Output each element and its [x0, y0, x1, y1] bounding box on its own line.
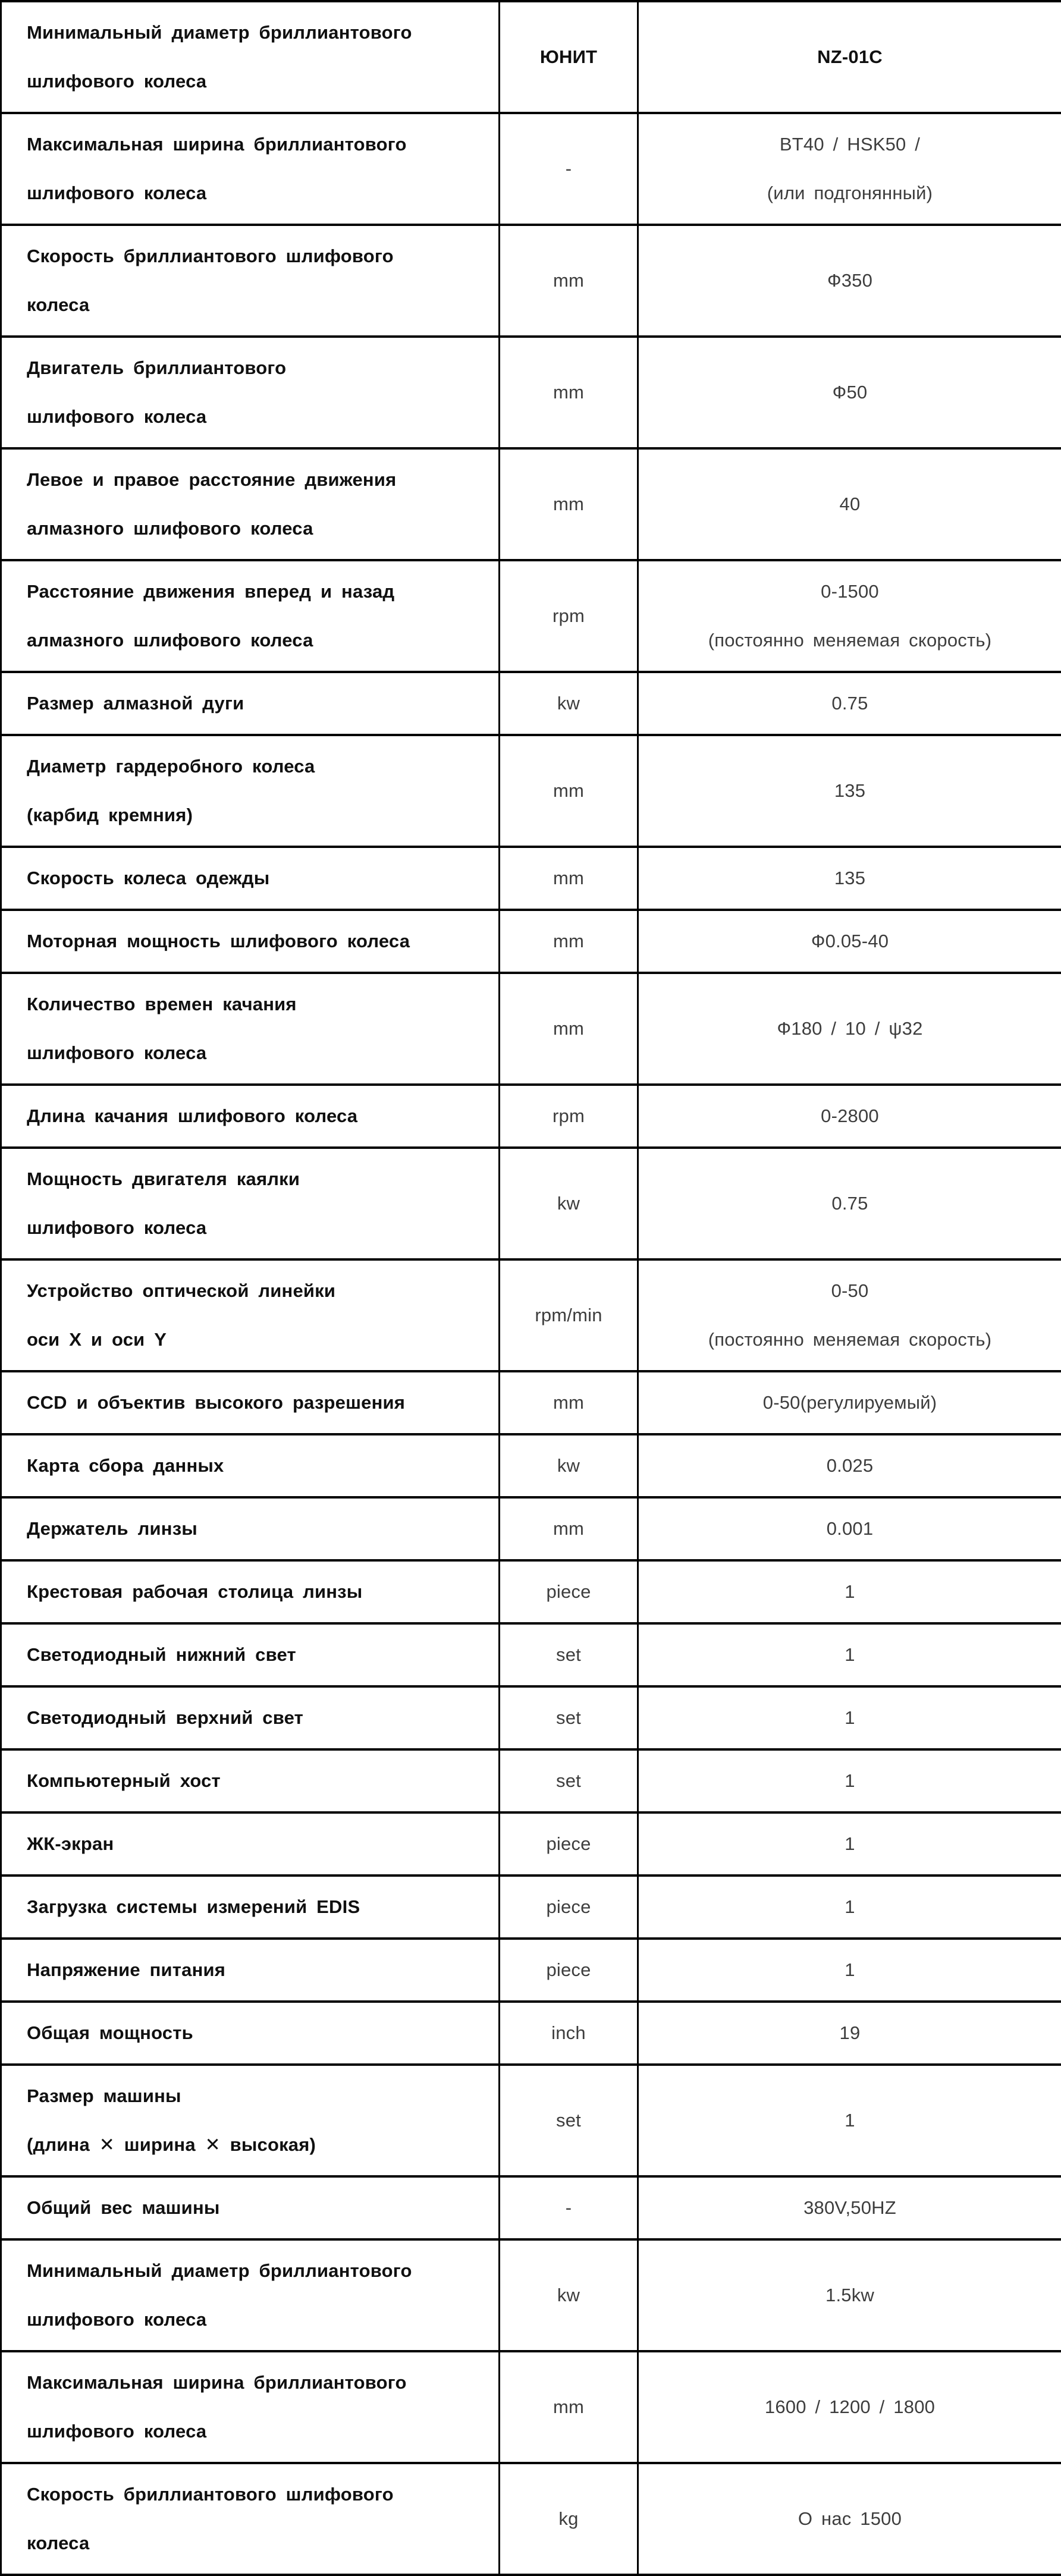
param-cell-line: Светодиодный нижний свет [27, 1631, 488, 1679]
table-row [1, 225, 1061, 337]
param-cell-line: Длина качания шлифового колеса [27, 1092, 488, 1141]
value-cell [638, 1085, 1061, 1148]
value-cell [638, 2002, 1061, 2065]
unit-cell-line: piece [500, 1567, 637, 1616]
unit-cell-line: rpm [500, 592, 637, 640]
param-cell [1, 1939, 500, 2002]
table-row [1, 337, 1061, 448]
spec-table-body [1, 1, 1061, 2575]
param-cell-line: Двигатель бриллиантового [27, 344, 488, 392]
value-cell-line: 1 [639, 1757, 1061, 1805]
param-cell-line: колеса [27, 2519, 488, 2568]
param-cell-line: шлифового колеса [27, 1204, 488, 1252]
table-row [1, 1939, 1061, 2002]
unit-cell [500, 113, 638, 225]
table-row [1, 1623, 1061, 1686]
param-cell-line: Скорость бриллиантового шлифового [27, 232, 488, 281]
unit-cell [500, 1749, 638, 1812]
param-cell [1, 1148, 500, 1259]
value-cell [638, 1939, 1061, 2002]
param-cell [1, 1623, 500, 1686]
param-cell [1, 225, 500, 337]
unit-cell-line: kw [500, 679, 637, 728]
param-cell [1, 337, 500, 448]
value-cell [638, 1434, 1061, 1497]
param-cell [1, 1434, 500, 1497]
table-row [1, 560, 1061, 672]
param-cell-line: Общий вес машины [27, 2184, 488, 2232]
unit-cell-line: inch [500, 2009, 637, 2057]
table-row [1, 1560, 1061, 1623]
value-cell-line: 1 [639, 1820, 1061, 1868]
value-cell [638, 1623, 1061, 1686]
table-row [1, 1876, 1061, 1939]
table-row [1, 1749, 1061, 1812]
value-cell-line: 1.5kw [639, 2271, 1061, 2320]
table-row [1, 973, 1061, 1085]
table-row [1, 113, 1061, 225]
param-cell [1, 1371, 500, 1434]
unit-cell-line: mm [500, 368, 637, 417]
value-cell-line: 0.75 [639, 679, 1061, 728]
unit-cell-line: mm [500, 256, 637, 305]
unit-cell-line: rpm/min [500, 1291, 637, 1340]
param-cell-line: Диаметр гардеробного колеса [27, 742, 488, 791]
unit-cell-line: set [500, 1631, 637, 1679]
value-cell-line: 0-2800 [639, 1092, 1061, 1141]
unit-cell-line: piece [500, 1820, 637, 1868]
value-cell-line: BT40 / HSK50 / [639, 120, 1061, 169]
table-row [1, 1812, 1061, 1876]
value-cell-line: 0-50 [639, 1267, 1061, 1315]
value-cell [638, 225, 1061, 337]
value-cell [638, 847, 1061, 910]
header-model-cell-line: NZ-01C [639, 33, 1061, 81]
value-cell [638, 337, 1061, 448]
table-row [1, 2002, 1061, 2065]
unit-cell [500, 2351, 638, 2463]
value-cell-line: 0.001 [639, 1504, 1061, 1553]
unit-cell [500, 2065, 638, 2176]
value-cell-line: (постоянно меняемая скорость) [639, 1315, 1061, 1364]
table-row [1, 847, 1061, 910]
param-cell-line: Расстояние движения вперед и назад [27, 567, 488, 616]
header-row [1, 1, 1061, 113]
param-cell [1, 113, 500, 225]
unit-cell [500, 1259, 638, 1371]
unit-cell-line: kg [500, 2495, 637, 2543]
value-cell-line: 1 [639, 1631, 1061, 1679]
table-row [1, 448, 1061, 560]
unit-cell [500, 1560, 638, 1623]
unit-cell-line: mm [500, 1378, 637, 1427]
param-cell-line: шлифового колеса [27, 169, 488, 218]
value-cell-line: 19 [639, 2009, 1061, 2057]
header-param-cell-line: шлифового колеса [27, 57, 488, 106]
param-cell [1, 2463, 500, 2575]
param-cell-line: Загрузка системы измерений EDIS [27, 1883, 488, 1931]
unit-cell [500, 225, 638, 337]
table-row [1, 1686, 1061, 1749]
unit-cell [500, 672, 638, 735]
table-row [1, 2239, 1061, 2351]
value-cell-line: 1 [639, 1694, 1061, 1742]
unit-cell [500, 1876, 638, 1939]
unit-cell [500, 973, 638, 1085]
param-cell [1, 1686, 500, 1749]
unit-cell-line: kw [500, 2271, 637, 2320]
value-cell [638, 1749, 1061, 1812]
param-cell-line: оси X и оси Y [27, 1315, 488, 1364]
unit-cell-line: mm [500, 2383, 637, 2432]
unit-cell [500, 1371, 638, 1434]
unit-cell [500, 2002, 638, 2065]
param-cell [1, 2239, 500, 2351]
table-row [1, 2176, 1061, 2239]
param-cell [1, 448, 500, 560]
param-cell-line: Максимальная ширина бриллиантового [27, 120, 488, 169]
unit-cell [500, 1434, 638, 1497]
value-cell-line: Ф350 [639, 256, 1061, 305]
header-param-cell [1, 1, 500, 113]
table-row [1, 1434, 1061, 1497]
param-cell-line: Моторная мощность шлифового колеса [27, 917, 488, 966]
unit-cell-line: kw [500, 1441, 637, 1490]
header-param-cell-line: Минимальный диаметр бриллиантового [27, 8, 488, 57]
unit-cell-line: piece [500, 1883, 637, 1931]
param-cell [1, 2351, 500, 2463]
value-cell [638, 2065, 1061, 2176]
param-cell-line: Минимальный диаметр бриллиантового [27, 2247, 488, 2295]
param-cell [1, 1812, 500, 1876]
param-cell [1, 560, 500, 672]
value-cell [638, 2463, 1061, 2575]
unit-cell-line: rpm [500, 1092, 637, 1141]
value-cell-line: 0-50(регулируемый) [639, 1378, 1061, 1427]
unit-cell-line: mm [500, 854, 637, 903]
unit-cell [500, 1085, 638, 1148]
unit-cell [500, 1497, 638, 1560]
param-cell-line: Скорость бриллиантового шлифового [27, 2470, 488, 2519]
unit-cell [500, 1812, 638, 1876]
header-unit-cell-line: ЮНИТ [500, 33, 637, 81]
param-cell-line: Светодиодный верхний свет [27, 1694, 488, 1742]
unit-cell-line: piece [500, 1946, 637, 1994]
param-cell-line: Крестовая рабочая столица линзы [27, 1567, 488, 1616]
value-cell [638, 1876, 1061, 1939]
param-cell-line: колеса [27, 281, 488, 329]
param-cell [1, 2065, 500, 2176]
unit-cell-line: mm [500, 917, 637, 966]
param-cell-line: (карбид кремния) [27, 791, 488, 840]
unit-cell-line: set [500, 1757, 637, 1805]
param-cell-line: Скорость колеса одежды [27, 854, 488, 903]
value-cell [638, 672, 1061, 735]
value-cell [638, 1148, 1061, 1259]
value-cell [638, 1259, 1061, 1371]
table-row [1, 1259, 1061, 1371]
value-cell-line: 135 [639, 766, 1061, 815]
value-cell [638, 560, 1061, 672]
param-cell-line: Компьютерный хост [27, 1757, 488, 1805]
table-row [1, 1085, 1061, 1148]
param-cell-line: Размер машины [27, 2072, 488, 2121]
param-cell [1, 847, 500, 910]
value-cell-line: 1 [639, 1883, 1061, 1931]
table-row [1, 1497, 1061, 1560]
unit-cell [500, 910, 638, 973]
unit-cell-line: set [500, 1694, 637, 1742]
param-cell [1, 672, 500, 735]
value-cell [638, 1497, 1061, 1560]
value-cell [638, 448, 1061, 560]
param-cell-line: CCD и объектив высокого разрешения [27, 1378, 488, 1427]
value-cell [638, 1686, 1061, 1749]
unit-cell [500, 337, 638, 448]
unit-cell [500, 1939, 638, 2002]
param-cell-line: шлифового колеса [27, 392, 488, 441]
unit-cell [500, 735, 638, 847]
param-cell-line: Максимальная ширина бриллиантового [27, 2358, 488, 2407]
unit-cell-line: mm [500, 1504, 637, 1553]
table-row [1, 1148, 1061, 1259]
value-cell [638, 1812, 1061, 1876]
value-cell-line: Ф0.05-40 [639, 917, 1061, 966]
unit-cell-line: mm [500, 480, 637, 529]
param-cell-line: Держатель линзы [27, 1504, 488, 1553]
param-cell [1, 735, 500, 847]
value-cell [638, 2351, 1061, 2463]
unit-cell [500, 2176, 638, 2239]
value-cell-line: О нас 1500 [639, 2495, 1061, 2543]
value-cell-line: (постоянно меняемая скорость) [639, 616, 1061, 665]
value-cell-line: 0.75 [639, 1179, 1061, 1228]
param-cell [1, 2002, 500, 2065]
value-cell [638, 1371, 1061, 1434]
table-row [1, 1371, 1061, 1434]
param-cell-line: Количество времен качания [27, 980, 488, 1029]
value-cell-line: 40 [639, 480, 1061, 529]
value-cell-line: 135 [639, 854, 1061, 903]
value-cell-line: 1600 / 1200 / 1800 [639, 2383, 1061, 2432]
unit-cell [500, 1148, 638, 1259]
param-cell-line: Напряжение питания [27, 1946, 488, 1994]
unit-cell [500, 1686, 638, 1749]
value-cell [638, 113, 1061, 225]
param-cell [1, 1497, 500, 1560]
value-cell [638, 910, 1061, 973]
param-cell-line: шлифового колеса [27, 1029, 488, 1077]
param-cell-line: Устройство оптической линейки [27, 1267, 488, 1315]
value-cell-line: 380V,50HZ [639, 2184, 1061, 2232]
value-cell-line: Ф50 [639, 368, 1061, 417]
value-cell-line: 1 [639, 1946, 1061, 1994]
unit-cell-line: set [500, 2096, 637, 2145]
param-cell-line: алмазного шлифового колеса [27, 616, 488, 665]
value-cell-line: (или подгонянный) [639, 169, 1061, 218]
param-cell [1, 1876, 500, 1939]
value-cell-line: Ф180 / 10 / ψ32 [639, 1004, 1061, 1053]
value-cell [638, 735, 1061, 847]
unit-cell-line: mm [500, 766, 637, 815]
param-cell-line: шлифового колеса [27, 2407, 488, 2456]
unit-cell-line: mm [500, 1004, 637, 1053]
unit-cell-line: - [500, 2184, 637, 2232]
param-cell [1, 2176, 500, 2239]
unit-cell [500, 2463, 638, 2575]
unit-cell-line: - [500, 144, 637, 193]
value-cell-line: 1 [639, 2096, 1061, 2145]
unit-cell [500, 2239, 638, 2351]
unit-cell [500, 560, 638, 672]
value-cell [638, 1560, 1061, 1623]
table-row [1, 910, 1061, 973]
table-row [1, 2463, 1061, 2575]
unit-cell [500, 847, 638, 910]
header-unit-cell [500, 1, 638, 113]
param-cell [1, 910, 500, 973]
param-cell-line: (длина ✕ ширина ✕ высокая) [27, 2121, 488, 2169]
param-cell [1, 1560, 500, 1623]
value-cell-line: 0-1500 [639, 567, 1061, 616]
param-cell-line: шлифового колеса [27, 2295, 488, 2344]
value-cell [638, 2176, 1061, 2239]
param-cell-line: ЖК-экран [27, 1820, 488, 1868]
value-cell [638, 2239, 1061, 2351]
param-cell [1, 1259, 500, 1371]
param-cell [1, 973, 500, 1085]
param-cell-line: Левое и правое расстояние движения [27, 455, 488, 504]
param-cell-line: алмазного шлифового колеса [27, 504, 488, 553]
param-cell-line: Общая мощность [27, 2009, 488, 2057]
unit-cell [500, 448, 638, 560]
value-cell-line: 0.025 [639, 1441, 1061, 1490]
param-cell-line: Размер алмазной дуги [27, 679, 488, 728]
unit-cell [500, 1623, 638, 1686]
param-cell-line: Мощность двигателя каялки [27, 1155, 488, 1204]
unit-cell-line: kw [500, 1179, 637, 1228]
param-cell [1, 1749, 500, 1812]
header-model-cell [638, 1, 1061, 113]
value-cell-line: 1 [639, 1567, 1061, 1616]
table-row [1, 2351, 1061, 2463]
param-cell-line: Карта сбора данных [27, 1441, 488, 1490]
table-row [1, 672, 1061, 735]
value-cell [638, 973, 1061, 1085]
table-row [1, 2065, 1061, 2176]
param-cell [1, 1085, 500, 1148]
table-row [1, 735, 1061, 847]
